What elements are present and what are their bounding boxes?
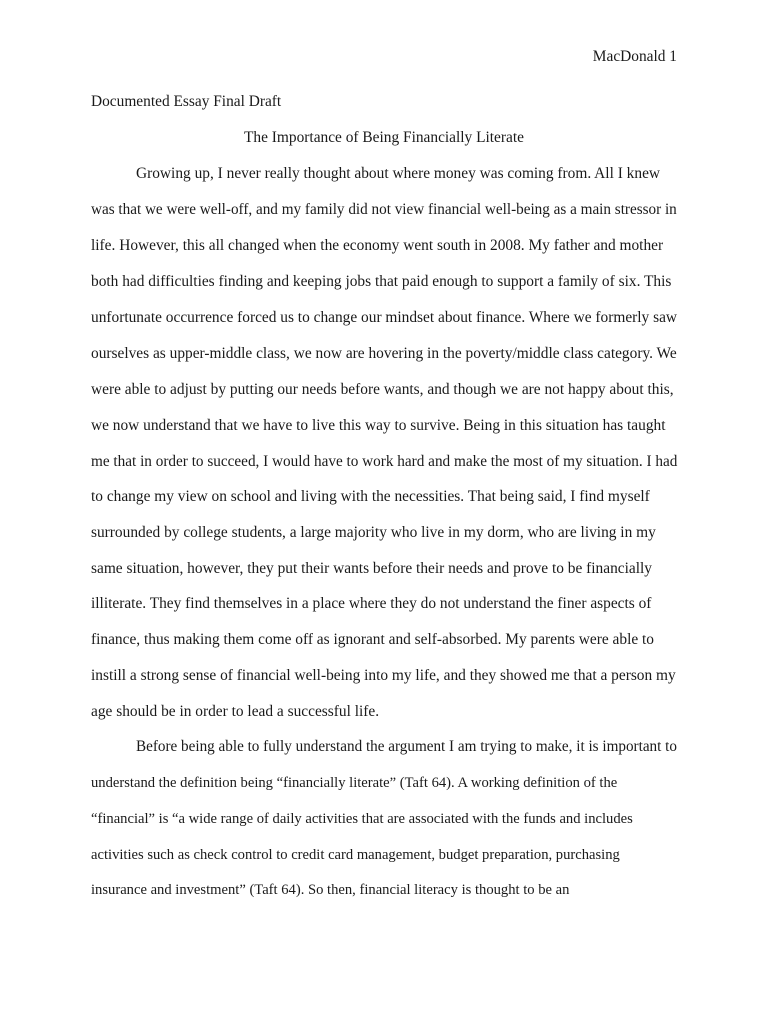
document-label: Documented Essay Final Draft: [91, 93, 282, 110]
paragraph-1-line: both had difficulties finding and keeping jobs that paid enough to support a family of six. This: [91, 273, 672, 290]
paragraph-1-line: we now understand that we have to live this way to survive. Being in this situation has taught: [91, 417, 666, 434]
paragraph-2-line: activities such as check control to credit card management, budget preparation, purchasing: [91, 847, 620, 863]
paragraph-1-line: Growing up, I never really thought about where money was coming from. All I knew: [136, 165, 661, 182]
paragraph-2-line: Before being able to fully understand the argument I am trying to make, it is important to: [136, 738, 677, 755]
paragraph-1-line: surrounded by college students, a large majority who live in my dorm, who are living in my: [91, 524, 656, 541]
paragraph-2-line: insurance and investment” (Taft 64). So then, financial literacy is thought to be an: [91, 882, 570, 898]
paragraph-1-line: was that we were well-off, and my family did not view financial well-being as a main stressor in: [91, 201, 677, 218]
paragraph-1-line: age should be in order to lead a successful life.: [91, 703, 380, 720]
paragraph-1-line: instill a strong sense of financial well-being into my life, and they showed me that a person my: [91, 667, 676, 684]
paragraph-1-line: same situation, however, they put their wants before their needs and prove to be financially: [91, 560, 652, 577]
paragraph-1-line: were able to adjust by putting our needs before wants, and though we are not happy about this,: [91, 381, 674, 398]
essay-title: The Importance of Being Financially Literate: [244, 129, 524, 146]
running-head: MacDonald 1: [592, 48, 677, 65]
paragraph-1-line: finance, thus making them come off as ignorant and self-absorbed. My parents were able to: [91, 631, 655, 648]
paragraph-1-line: unfortunate occurrence forced us to change our mindset about finance. Where we formerly saw: [91, 309, 678, 326]
paragraph-1-line: to change my view on school and living with the necessities. That being said, I find myself: [91, 488, 650, 505]
paragraph-1-line: illiterate. They find themselves in a place where they do not understand the finer aspects of: [91, 595, 652, 612]
paragraph-1-line: life. However, this all changed when the economy went south in 2008. My father and mother: [91, 237, 664, 254]
paragraph-1-line: ourselves as upper-middle class, we now are hovering in the poverty/middle class category. We: [91, 345, 677, 362]
paragraph-2-line: “financial” is “a wide range of daily activities that are associated with the funds and includes: [91, 811, 633, 827]
paragraph-1-line: me that in order to succeed, I would have to work hard and make the most of my situation. I had: [91, 453, 678, 470]
paragraph-2-line: understand the definition being “financially literate” (Taft 64). A working definition of the: [91, 775, 618, 791]
